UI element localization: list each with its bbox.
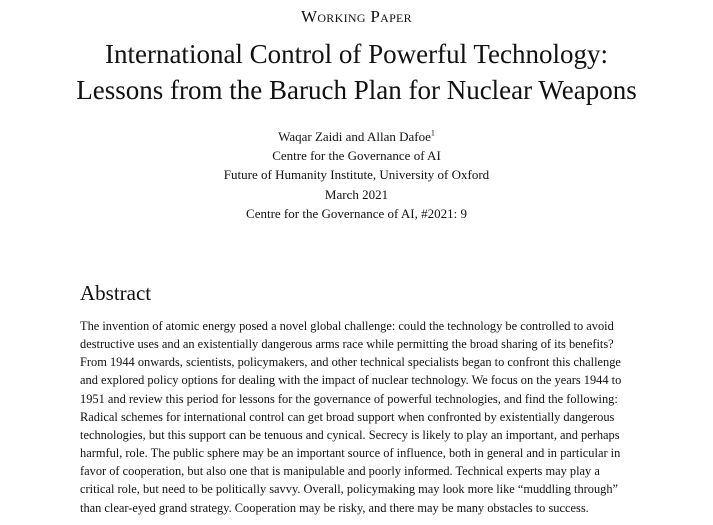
abstract-line: than clear-eyed grand strategy. Cooperation may be risky, and there may be many obstacles to success. — [80, 500, 589, 515]
authors — [0, 127, 713, 146]
paper-title-line-1: International Control of Powerful Technology: — [104, 39, 608, 69]
paper-metadata — [0, 127, 713, 223]
affiliation-institute: Future of Humanity Institute, University of Oxford — [223, 167, 490, 183]
abstract-line: harmful, role. The public sphere may be an important source of influence, both in general and in particular in — [80, 446, 621, 461]
abstract-heading: Abstract — [80, 281, 152, 305]
abstract-body — [80, 317, 640, 517]
abstract-line: and explored policy options for dealing with the impact of nuclear technology. We focus on the years 1944 to — [80, 373, 622, 388]
abstract-line: 1951 and review this period for lessons for the governance of powerful technologies, and find the following: — [80, 391, 618, 406]
abstract-line: technologies, but this support can be tenuous and cynical. Secrecy is likely to play an important, and perhaps — [80, 427, 620, 442]
abstract-line: destructive uses and an existentially dangerous arms race while permitting the broad sharing of its benefits? — [80, 337, 614, 352]
author-footnote-marker[interactable]: 1 — [430, 128, 435, 138]
paper-title — [0, 36, 713, 108]
author-names: Waqar Zaidi and Allan Dafoe — [278, 129, 431, 144]
abstract-line: critical role, but need to be politically savvy. Overall, policymaking may look more like “muddling through” — [80, 482, 619, 497]
publication-date: March 2021 — [324, 186, 389, 202]
paper-title-line-2: Lessons from the Baruch Plan for Nuclear Weapons — [76, 75, 637, 105]
report-identifier: Centre for the Governance of AI, #2021: 9 — [246, 205, 467, 221]
working-paper-label: Working Paper — [301, 7, 412, 26]
abstract-line: favor of cooperation, but also one that is manipulable and poorly informed. Technical experts may play a — [80, 464, 600, 479]
abstract-line: From 1944 onwards, scientists, policymakers, and other technical specialists began to confront this challenge — [80, 355, 621, 370]
abstract-line: The invention of atomic energy posed a novel global challenge: could the technology be controlled to avoid — [80, 319, 614, 333]
abstract-line: Radical schemes for international control can get broad support when confronted by existentially dangerous — [80, 409, 615, 424]
affiliation-centre: Centre for the Governance of AI — [272, 148, 441, 164]
